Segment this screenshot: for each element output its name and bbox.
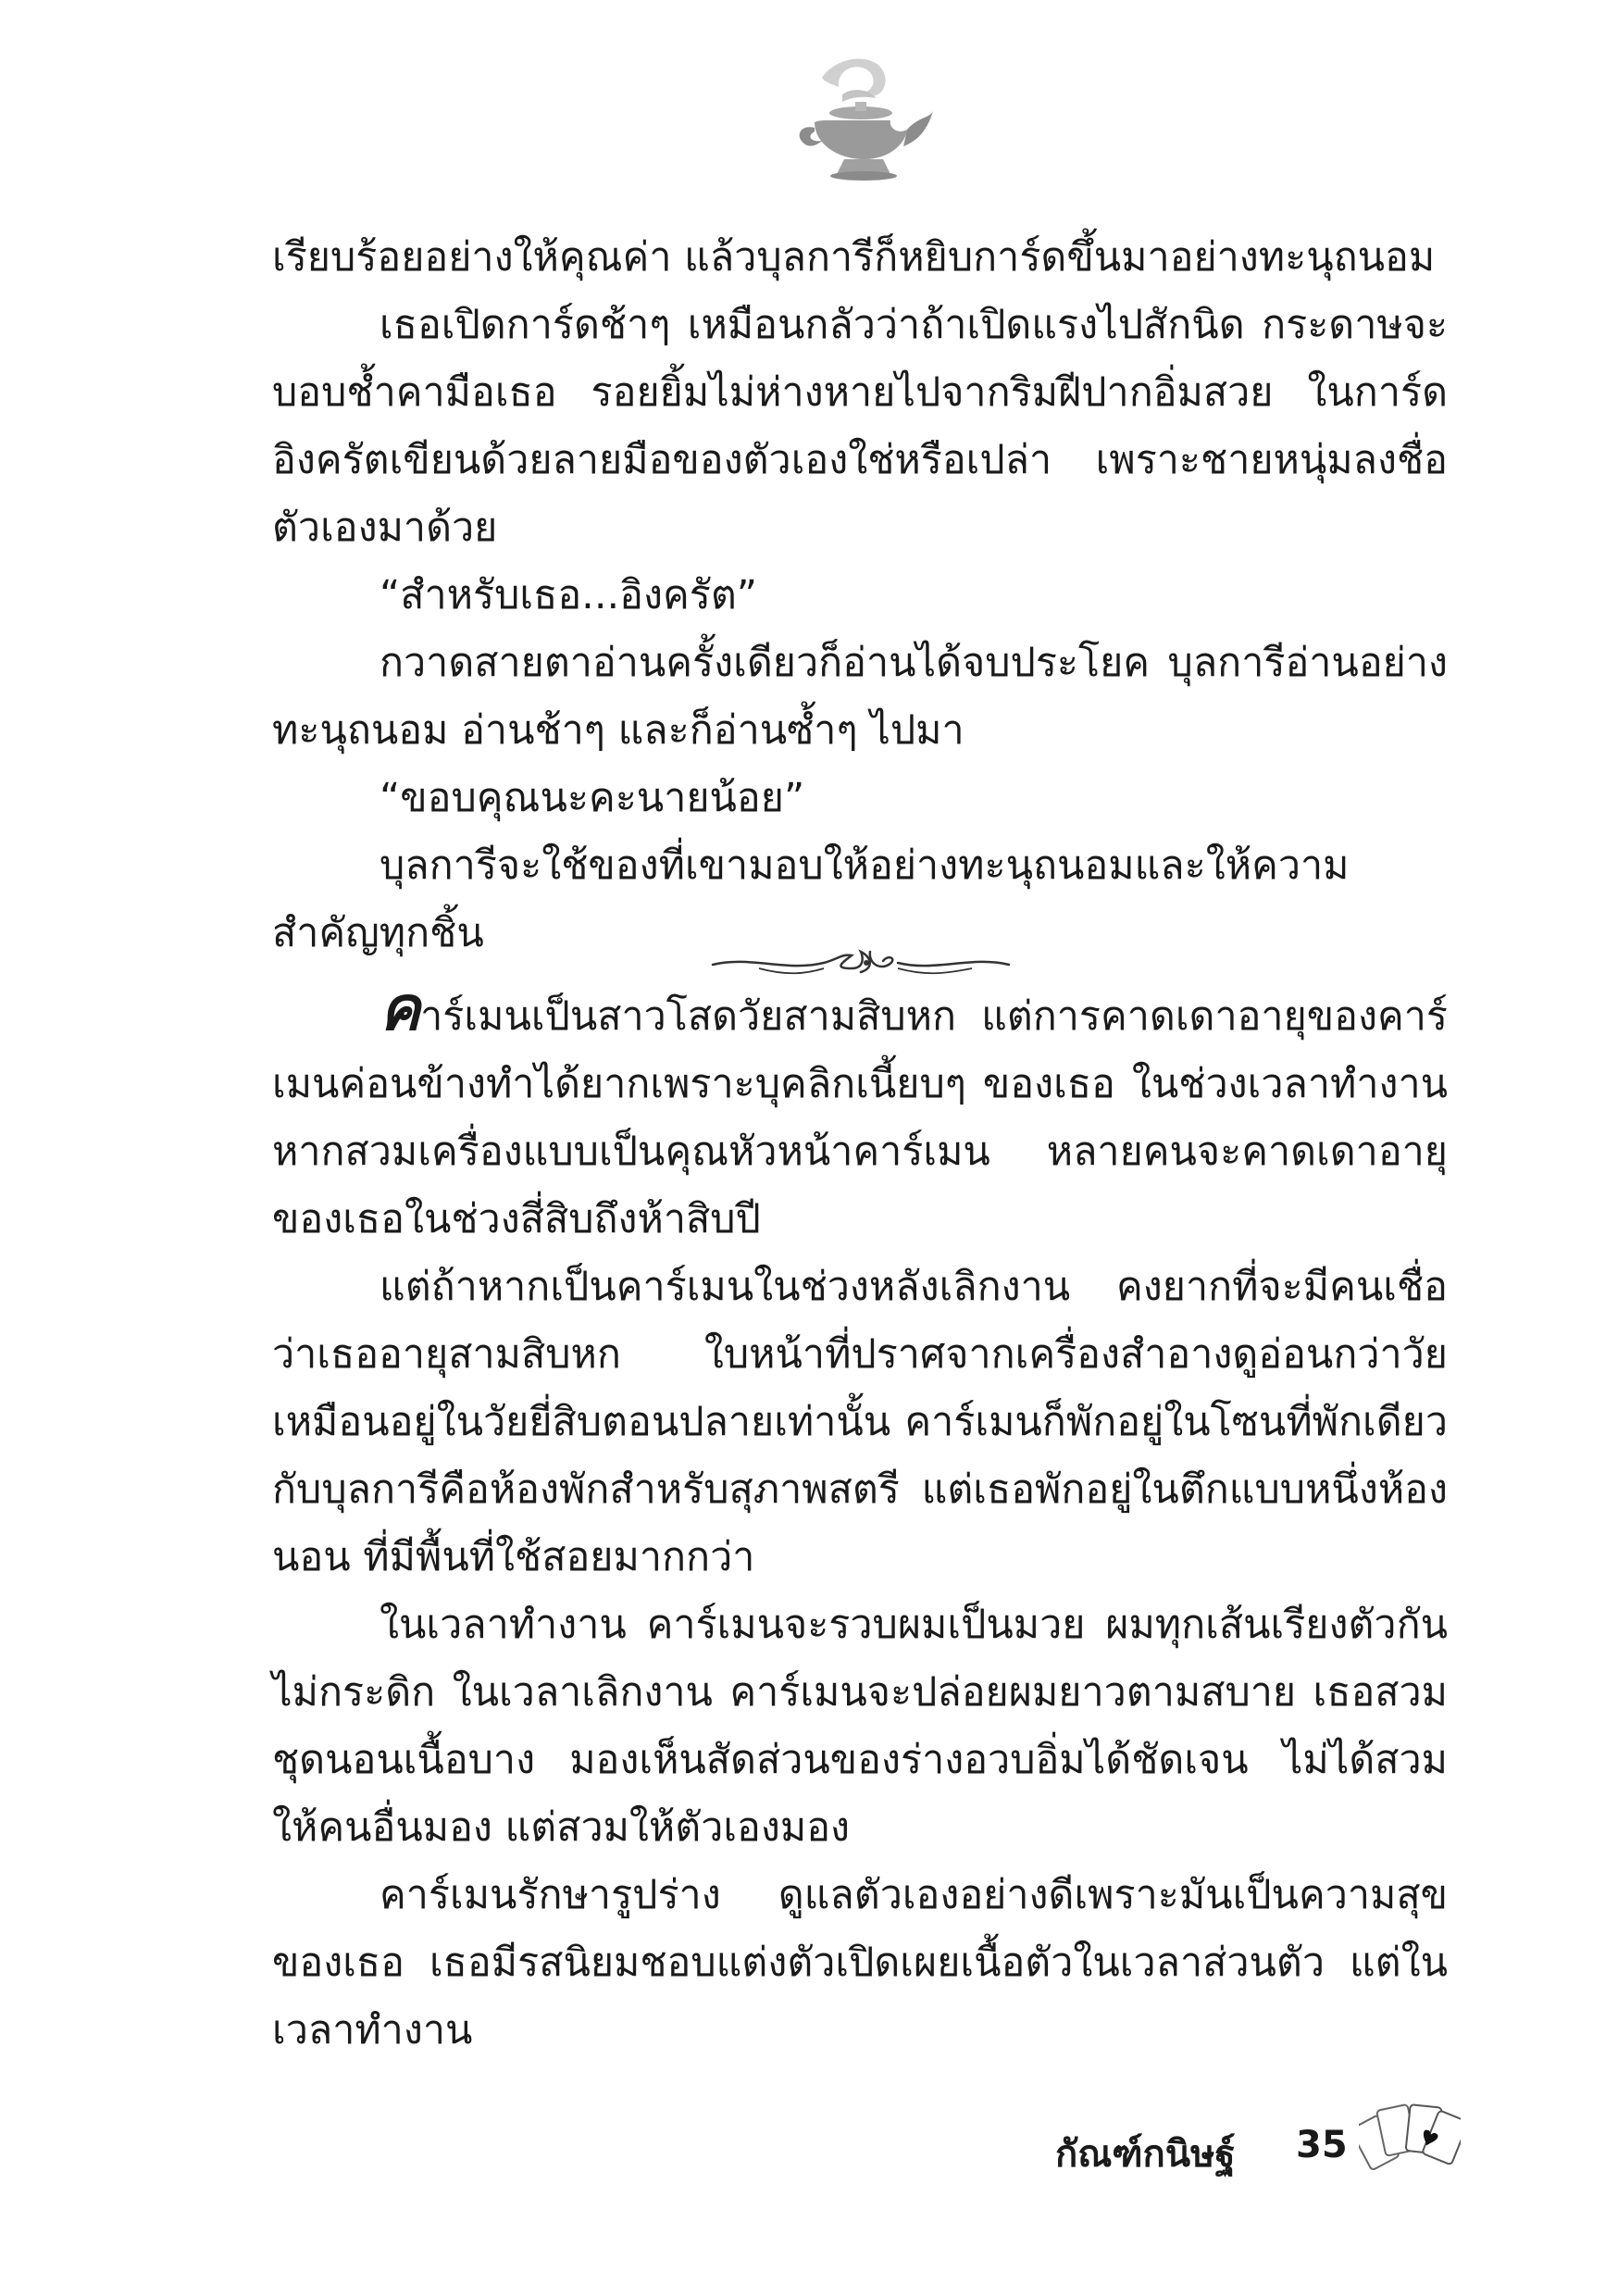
dialogue-line: “สำหรับเธอ...อิงครัต” (380, 572, 758, 618)
body-text-section-two (272, 973, 1448, 2065)
paragraph: คาร์เมนรักษารูปร่าง ดูแลตัวเองอย่างดีเพราะมันเป็นความสุขของเธอ เธอมีรสนิยมชอบแต่งตัวเปิดเผยเนื้อตัวในเวลาส่วนตัว แต่ในเวลาทำงาน (272, 1872, 1448, 2053)
playing-cards-icon (1359, 2090, 1461, 2192)
ornamental-flourish-icon (703, 935, 1018, 991)
drop-cap: ค (380, 973, 421, 1044)
paragraph: ในเวลาทำงาน คาร์เมนจะรวบผมเป็นมวย ผมทุกเส้นเรียงตัวกันไม่กระดิก ในเวลาเลิกงาน คาร์เมนจะปล่อยผมยาวตามสบาย เธอสวมชุดนอนเนื้อบาง มองเห็นสัดส่วนของร่างอวบอิ่มได้ชัดเจน ไม่ได้สวมให้คนอื่นมอง แต่สวมให้ตัวเองมอง (272, 1602, 1448, 1851)
paragraph-text: าร์เมนเป็นสาวโสดวัยสามสิบหก แต่การคาดเดาอายุของคาร์เมนค่อนข้างทำได้ยากเพราะบุคลิกเนี้ยบๆ ของเธอ ในช่วงเวลาทำงาน หากสวมเครื่องแบบเป็นคุณหัวหน้าคาร์เมน หลายคนจะคาดเดาอายุของเธอในช่วงสี่สิบถึงห้าสิบปี (272, 993, 1448, 1242)
book-title: กัณฑ์กนิษฐ์ (1055, 2133, 1236, 2176)
page-number: 35 (1296, 2124, 1348, 2166)
dialogue-line: “ขอบคุณนะคะนายน้อย” (380, 775, 805, 821)
paragraph: แต่ถ้าหากเป็นคาร์เมนในช่วงหลังเลิกงาน คงยากที่จะมีคนเชื่อว่าเธออายุสามสิบหก ใบหน้าที่ปราศจากเครื่องสำอางดูอ่อนกว่าวัย เหมือนอยู่ในวัยยี่สิบตอนปลายเท่านั้น คาร์เมนก็พักอยู่ในโซนที่พักเดียวกับบุลการีคือห้องพักสำหรับสุภาพสตรี แต่เธอพักอยู่ในตึกแบบหนึ่งห้องนอน ที่มีพื้นที่ใช้สอยมากกว่า (272, 1264, 1448, 1580)
body-text-section-one (272, 224, 1448, 967)
paragraph: เธอเปิดการ์ดช้าๆ เหมือนกลัวว่าถ้าเปิดแรงไปสักนิด กระดาษจะบอบช้ำคามือเธอ รอยยิ้มไม่ห่างหายไปจากริมฝีปากอิ่มสวย ในการ์ดอิงครัตเขียนด้วยลายมือของตัวเองใช่หรือเปล่า เพราะชายหนุ่มลงชื่อตัวเองมาด้วย (272, 302, 1448, 551)
paragraph: เรียบร้อยอย่างให้คุณค่า แล้วบุลการีก็หยิบการ์ดขึ้นมาอย่างทะนุถนอม (272, 234, 1436, 281)
paragraph: กวาดสายตาอ่านครั้งเดียวก็อ่านได้จบประโยค บุลการีอ่านอย่างทะนุถนอม อ่านช้าๆ และก็อ่านซ้ำๆ ไปมา (272, 640, 1448, 754)
genie-lamp-icon (787, 52, 935, 191)
paragraph: บุลการีจะใช้ของที่เขามอบให้อย่างทะนุถนอมและให้ความสำคัญทุกชิ้น (272, 842, 1350, 956)
page-footer (1018, 2090, 1462, 2192)
paragraph (272, 973, 1448, 1254)
